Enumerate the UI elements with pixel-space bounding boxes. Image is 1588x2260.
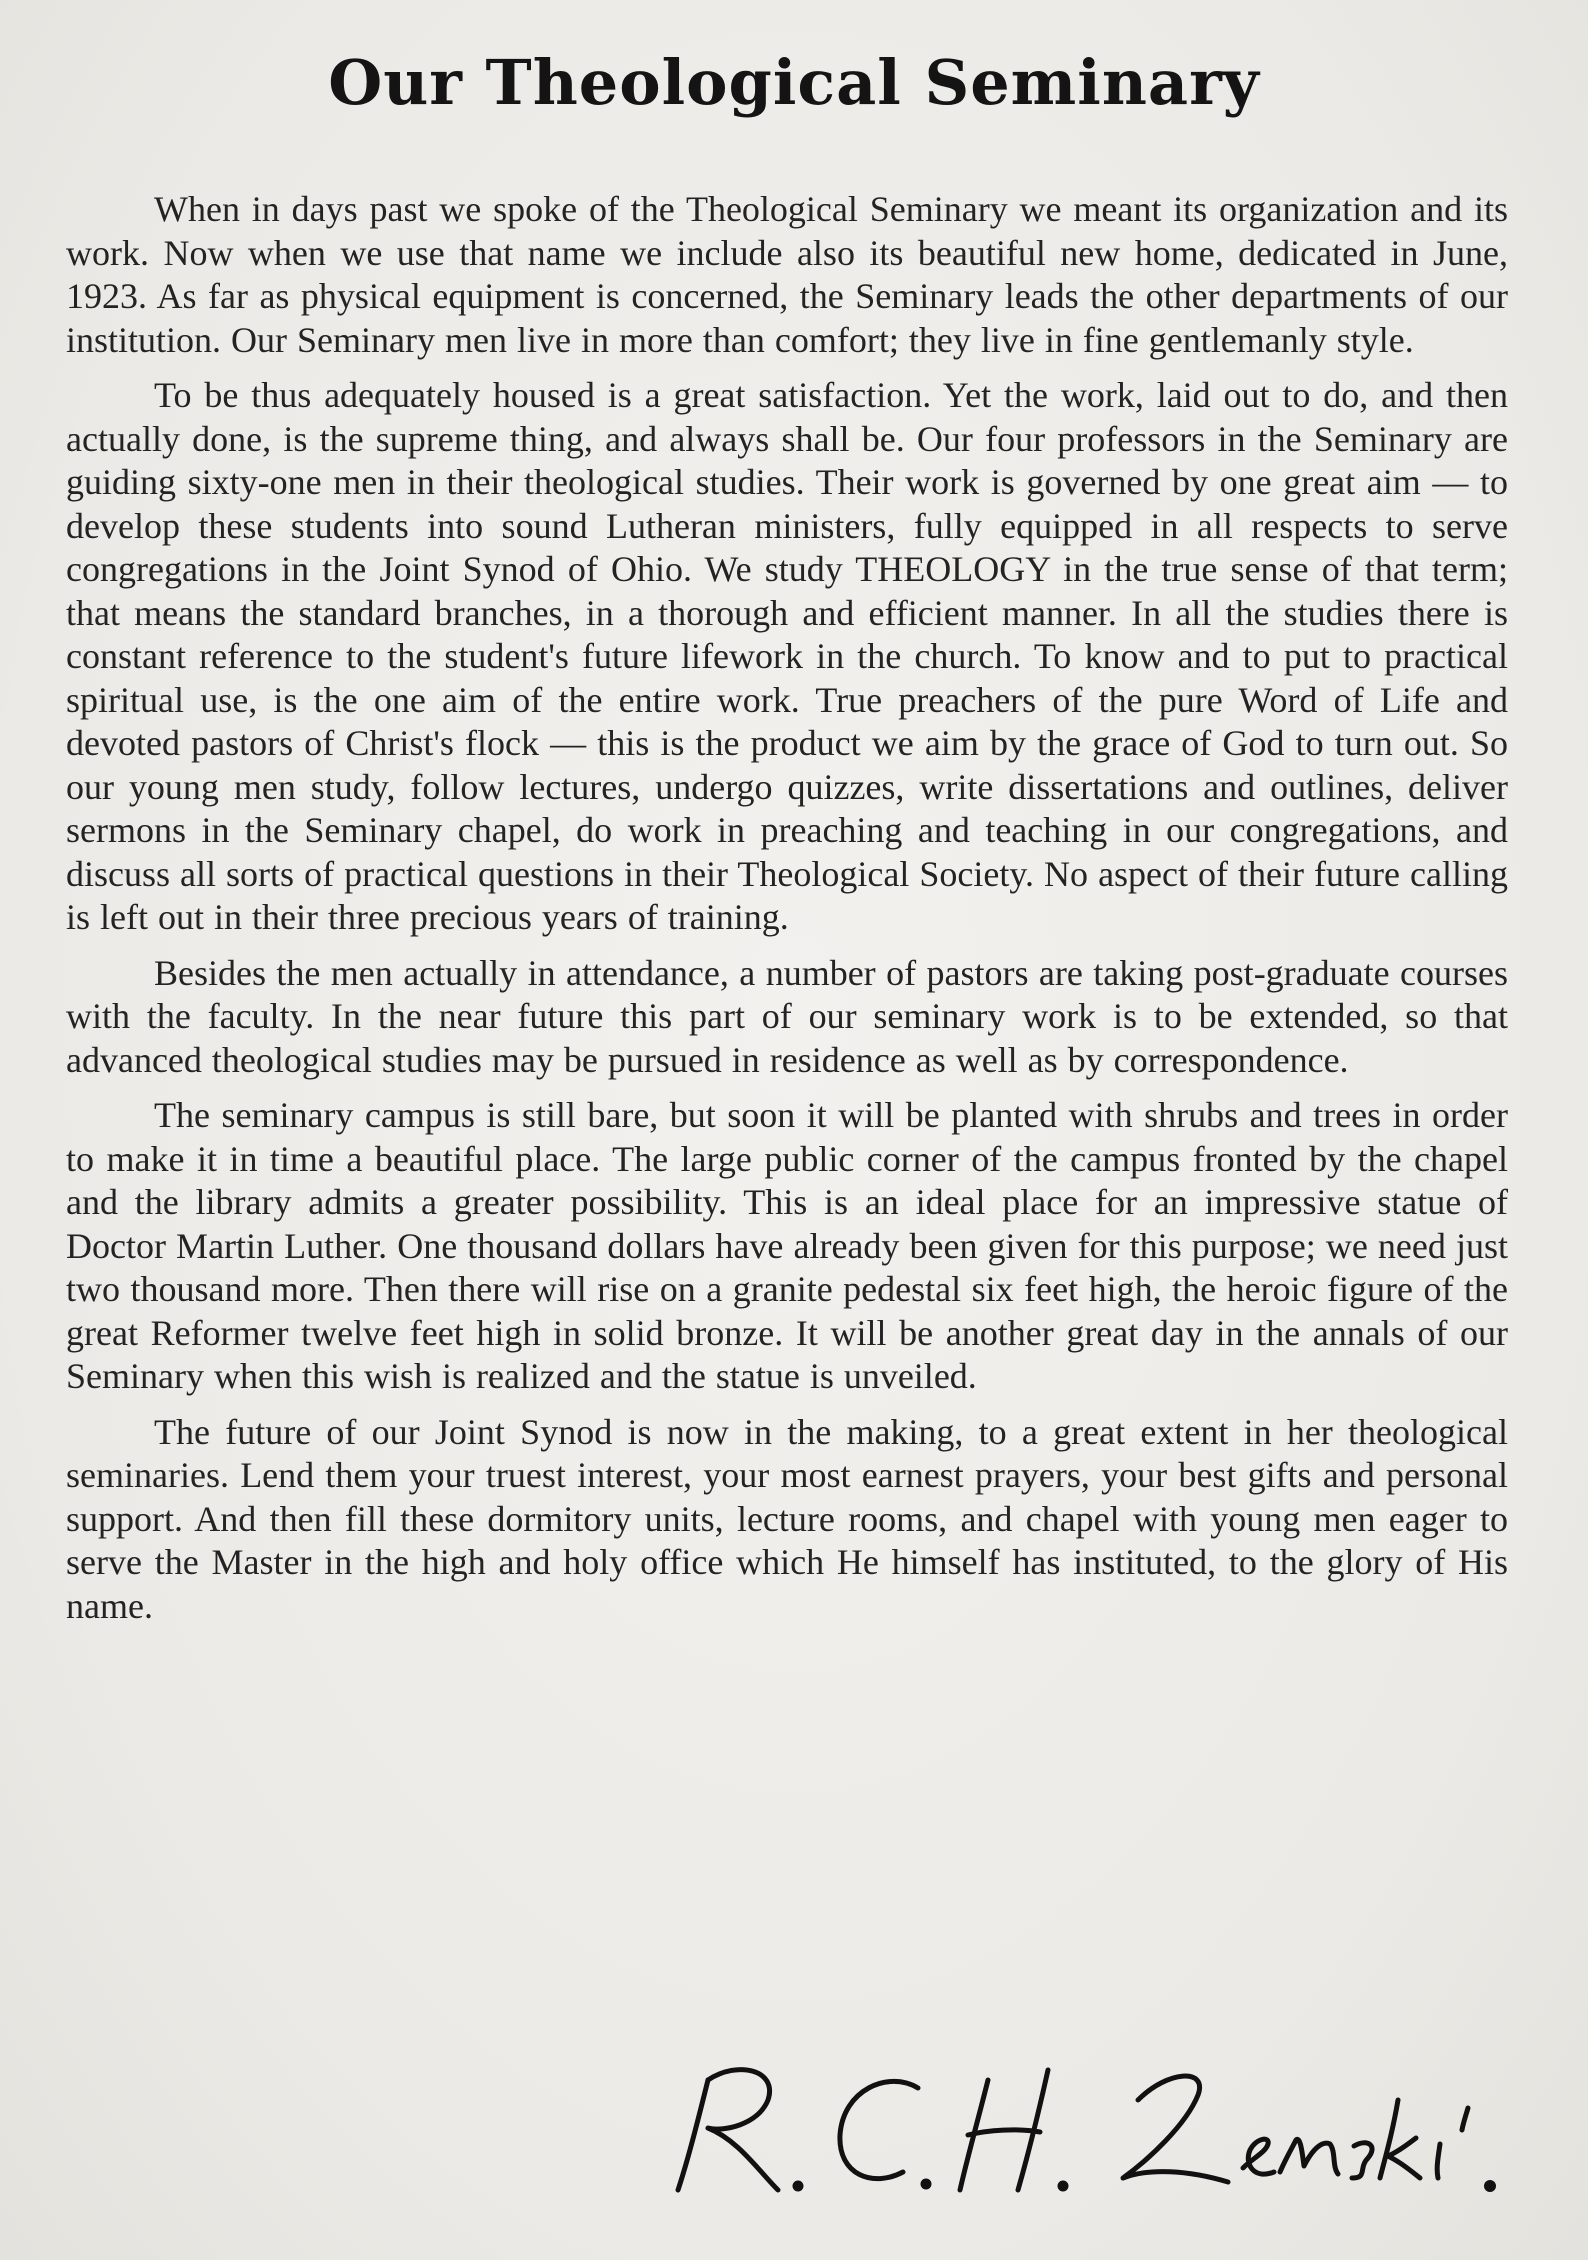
paragraph-2: To be thus adequately housed is a great satisfaction. Yet the work, laid out to do, and then actually done, is the supreme thing, and always shall be. Our four professors in the Seminary are guiding sixty-one men in their theological studies. Their work is governed by one great aim — to develop these students into sound Lutheran ministers, fully equipped in all respects to serve congregations in the Joint Synod of Ohio. We study THEOLOGY in the true sense of that term; that means the standard branches, in a thorough and efficient manner. In all the studies there is constant reference to the student's future lifework in the church. To know and to put to practical spiritual use, is the one aim of the entire work. True preachers of the pure Word of Life and devoted pastors of Christ's flock — this is the product we aim by the grace of God to turn out. So our young men study, follow lectures, undergo quizzes, write dissertations and outlines, deliver sermons in the Seminary chapel, do work in preaching and teaching in our congregations, and discuss all sorts of practical questions in their Theological Society. No aspect of their future calling is left out in their three precious years of training. (66, 375, 1508, 937)
paragraph-1: When in days past we spoke of the Theological Seminary we meant its organization and its work. Now when we use that name we include also its beautiful new home, dedicated in June, 1923. As far as physical equipment is concerned, the Seminary leads the other departments of our institution. Our Seminary men live in more than comfort; they live in fine gentlemanly style. (66, 189, 1508, 360)
paragraph-5: The future of our Joint Synod is now in the making, to a great extent in her theological seminaries. Lend them your truest interest, your most earnest prayers, your best gifts and personal support. And then fill these dormitory units, lecture rooms, and chapel with young men eager to serve the Master in the high and holy office which He himself has instituted, to the glory of His name. (66, 1411, 1508, 1626)
page-title: Our Theological Seminary (328, 46, 1260, 119)
paragraph-3: Besides the men actually in attendance, a number of pastors are taking post-graduate courses with the faculty. In the near future this part of our seminary work is to be extended, so that advanced theological studies may be pursued in residence as well as by correspondence. (66, 952, 1508, 1080)
handwritten-signature (668, 2040, 1528, 2210)
paragraph-4: The seminary campus is still bare, but soon it will be planted with shrubs and trees in order to make it in time a beautiful place. The large public corner of the campus fronted by the chapel and the library admits a greater possibility. This is an ideal place for an impressive statue of Doctor Martin Luther. One thousand dollars have already been given for this purpose; we need just two thousand more. Then there will rise on a granite pedestal six feet high, the heroic figure of the great Reformer twelve feet high in solid bronze. It will be another great day in the annals of our Seminary when this wish is realized and the statue is unveiled. (66, 1095, 1508, 1396)
article-body (66, 188, 1508, 1640)
signature-drawing (668, 2040, 1528, 2210)
